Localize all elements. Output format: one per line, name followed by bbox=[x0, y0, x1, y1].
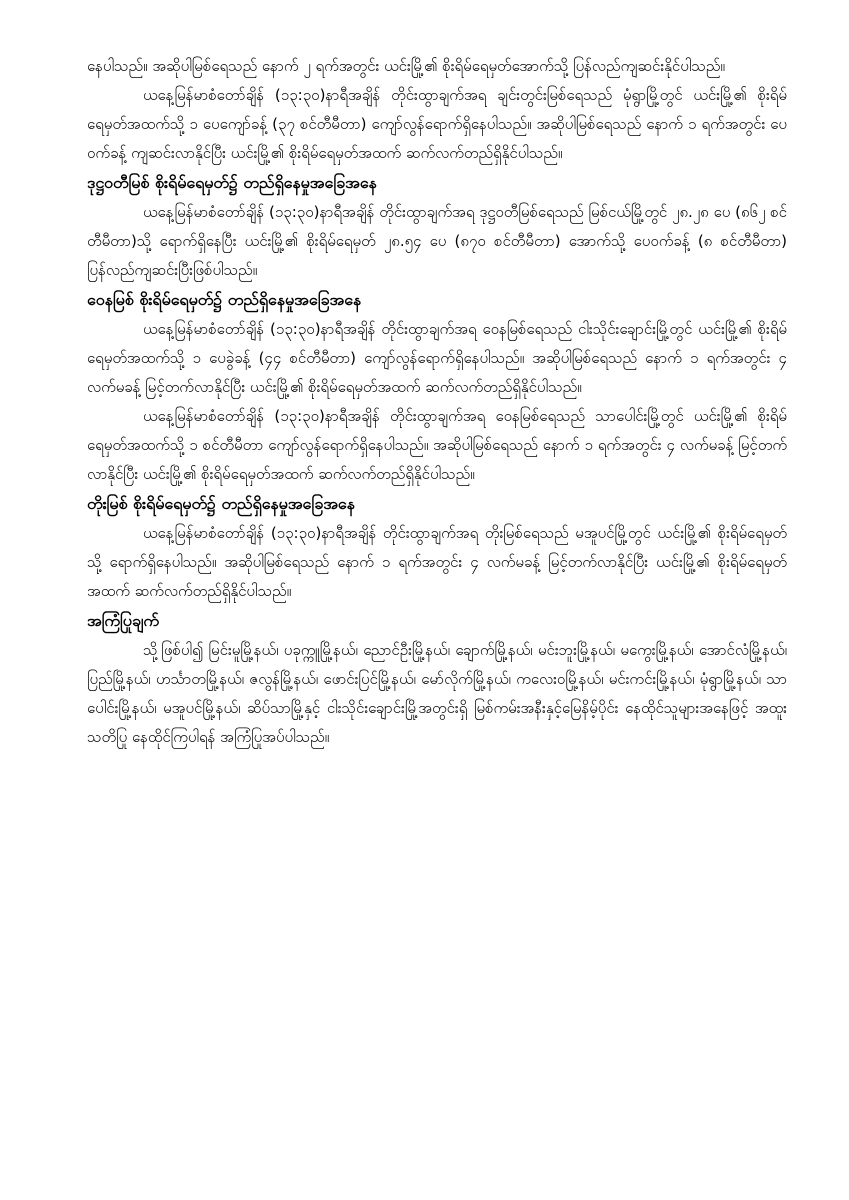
paragraph-toe-maubin: ယနေ့မြန်မာစံတော်ချိန် (၁၃:၃၀)နာရီအချိန် တိုင်းထွာချက်အရ တိုးမြစ်ရေသည် မအူပင်မြို့တွင် ယင်းမြို့၏ စိုးရိမ်ရေမှတ်သို့ ရောက်ရှိနေပါသည်။ အဆိုပါမြစ်ရေသည် နောက် ၁ ရက်အတွင်း ၄ လက်မခန့် မြင့်တက်လာနိုင်ပြီး ယင်းမြို့၏ စိုးရိမ်ရေမှတ်အထက် ဆက်လက်တည်ရှိနိုင်ပါသည်။ bbox=[87, 524, 787, 600]
paragraph-chindwin-monywa: ယနေ့မြန်မာစံတော်ချိန် (၁၃:၃၀)နာရီအချိန် တိုင်းထွာချက်အရ ချင်းတွင်းမြစ်ရေသည် မုံရွာမြို့တွင် ယင်းမြို့၏ စိုးရိမ်ရေမှတ်အထက်သို့ ၁ ပေကျော်ခန့် (၃၇ စင်တီမီတာ) ကျော်လွန်ရောက်ရှိနေပါသည်။ အဆိုပါမြစ်ရေသည် နောက် ၁ ရက်အတွင်း ပေဝက်ခန့် ကျဆင်းလာနိုင်ပြီး ယင်းမြို့၏ စိုးရိမ်ရေမှတ်အထက် ဆက်လက်တည်ရှိနိုင်ပါသည်။ bbox=[87, 86, 787, 162]
paragraph-waina-thabaung: ယနေ့မြန်မာစံတော်ချိန် (၁၃:၃၀)နာရီအချိန် တိုင်းထွာချက်အရ ဝေနမြစ်ရေသည် သာပေါင်းမြို့တွင် ယင်းမြို့၏ စိုးရိမ်ရေမှတ်အထက်သို့ ၁ စင်တီမီတာ ကျော်လွန်ရောက်ရှိနေပါသည်။ အဆိုပါမြစ်ရေသည် နောက် ၁ ရက်အတွင်း ၄ လက်မခန့် မြင့်တက်လာနိုင်ပြီး ယင်းမြို့၏ စိုးရိမ်ရေမှတ်အထက် ဆက်လက်တည်ရှိနိုင်ပါသည်။ bbox=[87, 407, 787, 483]
heading-toe: တိုးမြစ် စိုးရိမ်ရေမှတ်၌ တည်ရှိနေမှုအခြေအနေ bbox=[87, 494, 355, 513]
heading-dokhtawady: ဒုဋ္ဌဝတီမြစ် စိုးရိမ်ရေမှတ်၌ တည်ရှိနေမှုအခြေအနေ bbox=[87, 173, 377, 192]
paragraph-advice: သို့ဖြစ်ပါ၍ မြင်းမူမြို့နယ်၊ ပခုက္ကူမြို့နယ်၊ ညောင်ဦးမြို့နယ်၊ ချောက်မြို့နယ်၊ မင်းဘူးမြို့နယ်၊ မကွေးမြို့နယ်၊ အောင်လံမြို့နယ်၊ ပြည်မြို့နယ်၊ ဟင်္သာတမြို့နယ်၊ ဇလွန်မြို့နယ်၊ ဖောင်းပြင်မြို့နယ်၊ မော်လိုက်မြို့နယ်၊ ကလေးဝမြို့နယ်၊ မင်းကင်းမြို့နယ်၊ မုံရွာမြို့နယ်၊ သာပေါင်းမြို့နယ်၊ မအူပင်မြို့နယ်၊ ဆိပ်သာမြို့နှင့် ငါးသိုင်းချောင်းမြို့အတွင်းရှိ မြစ်ကမ်းအနီးနှင့်မြေနိမ့်ပိုင်း နေထိုင်သူများအနေဖြင့် အထူးသတိပြု နေထိုင်ကြပါရန် အကြံပြုအပ်ပါသည်။ bbox=[87, 641, 787, 746]
document-page bbox=[87, 52, 787, 752]
paragraph-waina-ngathaingchaung: ယနေ့မြန်မာစံတော်ချိန် (၁၃:၃၀)နာရီအချိန် တိုင်းထွာချက်အရ ဝေနမြစ်ရေသည် ငါးသိုင်းချောင်းမြို့တွင် ယင်းမြို့၏ စိုးရိမ်ရေမှတ်အထက်သို့ ၁ ပေခွဲခန့် (၄၄ စင်တီမီတာ) ကျော်လွန်ရောက်ရှိနေပါသည်။ အဆိုပါမြစ်ရေသည် နောက် ၁ ရက်အတွင်း ၄ လက်မခန့် မြင့်တက်လာနိုင်ပြီး ယင်းမြို့၏ စိုးရိမ်ရေမှတ်အထက် ဆက်လက်တည်ရှိနိုင်ပါသည်။ bbox=[87, 320, 787, 396]
heading-advice: အကြံပြုချက် bbox=[87, 611, 160, 630]
paragraph-dokhtawady-myitnge: ယနေ့မြန်မာစံတော်ချိန် (၁၃:၃၀)နာရီအချိန် တိုင်းထွာချက်အရ ဒုဋ္ဌဝတီမြစ်ရေသည် မြစ်ငယ်မြို့တွင် ၂၈.၂၈ ပေ (၈၆၂ စင်တီမီတာ)သို့ ရောက်ရှိနေပြီး ယင်းမြို့၏ စိုးရိမ်ရေမှတ် ၂၈.၅၄ ပေ (၈၇၀ စင်တီမီတာ) အောက်သို့ ပေဝက်ခန့် (၈ စင်တီမီတာ) ပြန်လည်ကျဆင်းပြီးဖြစ်ပါသည်။ bbox=[87, 203, 787, 279]
heading-waina: ဝေနမြစ် စိုးရိမ်ရေမှတ်၌ တည်ရှိနေမှုအခြေအနေ bbox=[87, 290, 362, 309]
paragraph-continuation: နေပါသည်။ အဆိုပါမြစ်ရေသည် နောက် ၂ ရက်အတွင်း ယင်းမြို့၏ စိုးရိမ်ရေမှတ်အောက်သို့ ပြန်လည်ကျဆင်းနိုင်ပါသည်။ bbox=[87, 57, 725, 75]
